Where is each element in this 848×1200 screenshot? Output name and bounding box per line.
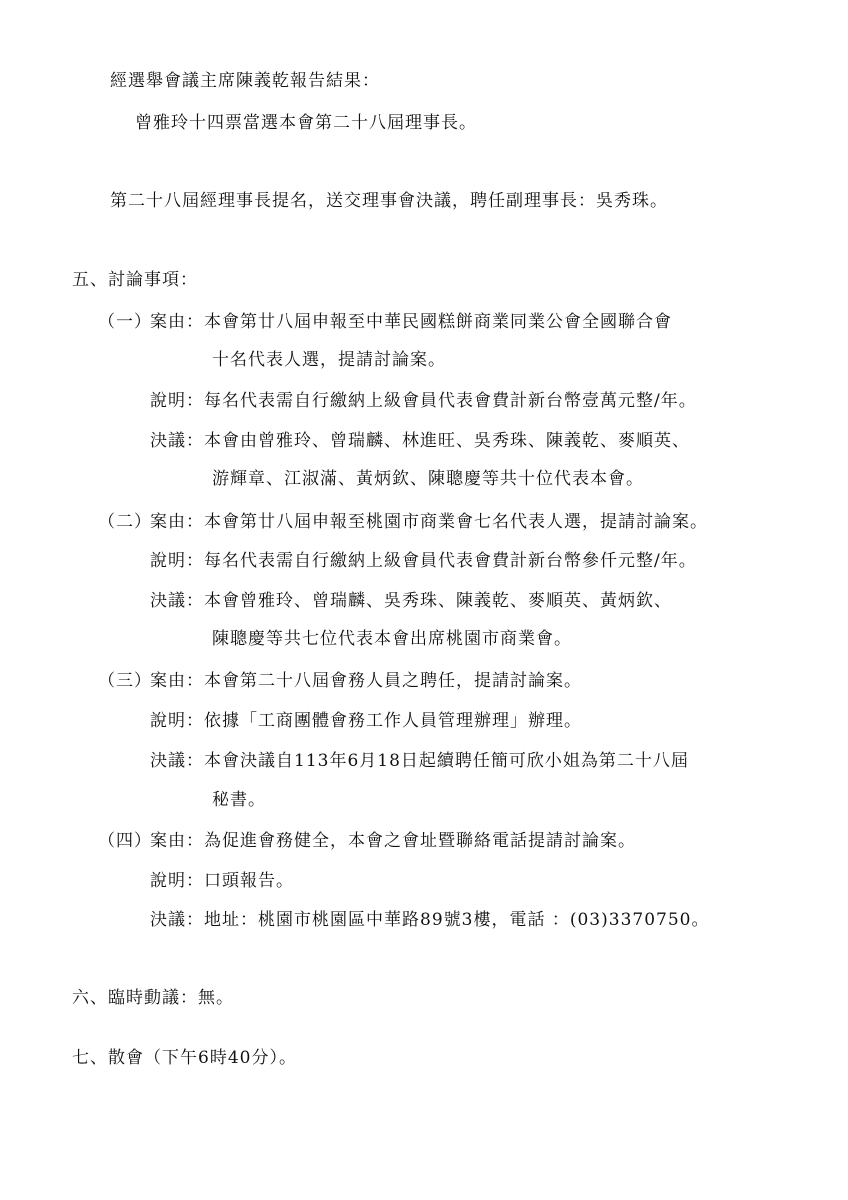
case-3-resolution xyxy=(150,750,689,772)
chairman-elected-line: 曾雅玲十四票當選本會第二十八屆理事長。 xyxy=(135,113,477,133)
section-5-heading: 五、討論事項： xyxy=(72,270,198,290)
case-2-resolution xyxy=(150,590,672,612)
explanation-label: 說明： xyxy=(150,391,204,411)
case-4-resolution xyxy=(150,909,709,931)
case-label: 案由： xyxy=(150,312,204,332)
resolution-text: 本會決議自113年6月18日起續聘任簡可欣小姐為第二十八屆 xyxy=(204,751,689,771)
explanation-text: 每名代表需自行繳納上級會員代表會費計新台幣參仟元整/年。 xyxy=(204,551,697,571)
explanation-text: 依據「工商團體會務工作人員管理辦理」辦理。 xyxy=(204,711,582,731)
case-number: （四） xyxy=(98,831,152,851)
case-1-row xyxy=(98,311,672,333)
case-text: 本會第二十八屆會務人員之聘任，提請討論案。 xyxy=(204,671,582,691)
resolution-label: 決議： xyxy=(150,431,204,451)
resolution-text: 本會曾雅玲、曾瑞麟、吳秀珠、陳義乾、麥順英、黃炳欽、 xyxy=(204,591,672,611)
case-number: （二） xyxy=(98,512,152,532)
resolution-label: 決議： xyxy=(150,591,204,611)
case-2-explanation xyxy=(150,550,697,572)
case-1-resolution-cont: 游輝章、江淑滿、黃炳欽、陳聰慶等共十位代表本會。 xyxy=(212,469,644,489)
case-number: （一） xyxy=(98,312,152,332)
section-7-adjournment: 七、散會（下午6時40分）。 xyxy=(72,1048,297,1068)
case-3-explanation xyxy=(150,710,582,732)
case-1-text-cont: 十名代表人選，提請討論案。 xyxy=(212,350,446,370)
case-label: 案由： xyxy=(150,671,204,691)
case-4-row xyxy=(98,830,636,852)
resolution-label: 決議： xyxy=(150,751,204,771)
case-1-explanation xyxy=(150,390,697,412)
explanation-label: 說明： xyxy=(150,551,204,571)
vice-chairman-appointment-line: 第二十八屆經理事長提名，送交理事會決議，聘任副理事長：吳秀珠。 xyxy=(110,191,668,211)
case-label: 案由： xyxy=(150,831,204,851)
case-3-row xyxy=(98,670,582,692)
explanation-text: 口頭報告。 xyxy=(204,871,294,891)
case-2-resolution-cont: 陳聰慶等共七位代表本會出席桃園市商業會。 xyxy=(212,629,572,649)
case-text: 為促進會務健全，本會之會址暨聯絡電話提請討論案。 xyxy=(204,831,636,851)
explanation-label: 說明： xyxy=(150,711,204,731)
case-text: 本會第廿八屆申報至桃園市商業會七名代表人選，提請討論案。 xyxy=(204,512,708,532)
case-2-row xyxy=(98,511,708,533)
section-6-extempore-motion: 六、臨時動議：無。 xyxy=(72,988,234,1008)
resolution-text: 地址：桃園市桃園區中華路89號3樓，電話 ：(03)3370750。 xyxy=(204,910,710,930)
election-report-line: 經選舉會議主席陳義乾報告結果： xyxy=(110,71,380,91)
case-4-explanation xyxy=(150,870,294,892)
resolution-text: 本會由曾雅玲、曾瑞麟、林進旺、吳秀珠、陳義乾、麥順英、 xyxy=(204,431,690,451)
explanation-text: 每名代表需自行繳納上級會員代表會費計新台幣壹萬元整/年。 xyxy=(204,391,697,411)
case-1-resolution xyxy=(150,430,690,452)
case-number: （三） xyxy=(98,671,152,691)
case-label: 案由： xyxy=(150,512,204,532)
explanation-label: 說明： xyxy=(150,871,204,891)
case-text: 本會第廿八屆申報至中華民國糕餅商業同業公會全國聯合會 xyxy=(204,312,672,332)
resolution-label: 決議： xyxy=(150,910,204,930)
case-3-resolution-cont: 秘書。 xyxy=(212,790,266,810)
